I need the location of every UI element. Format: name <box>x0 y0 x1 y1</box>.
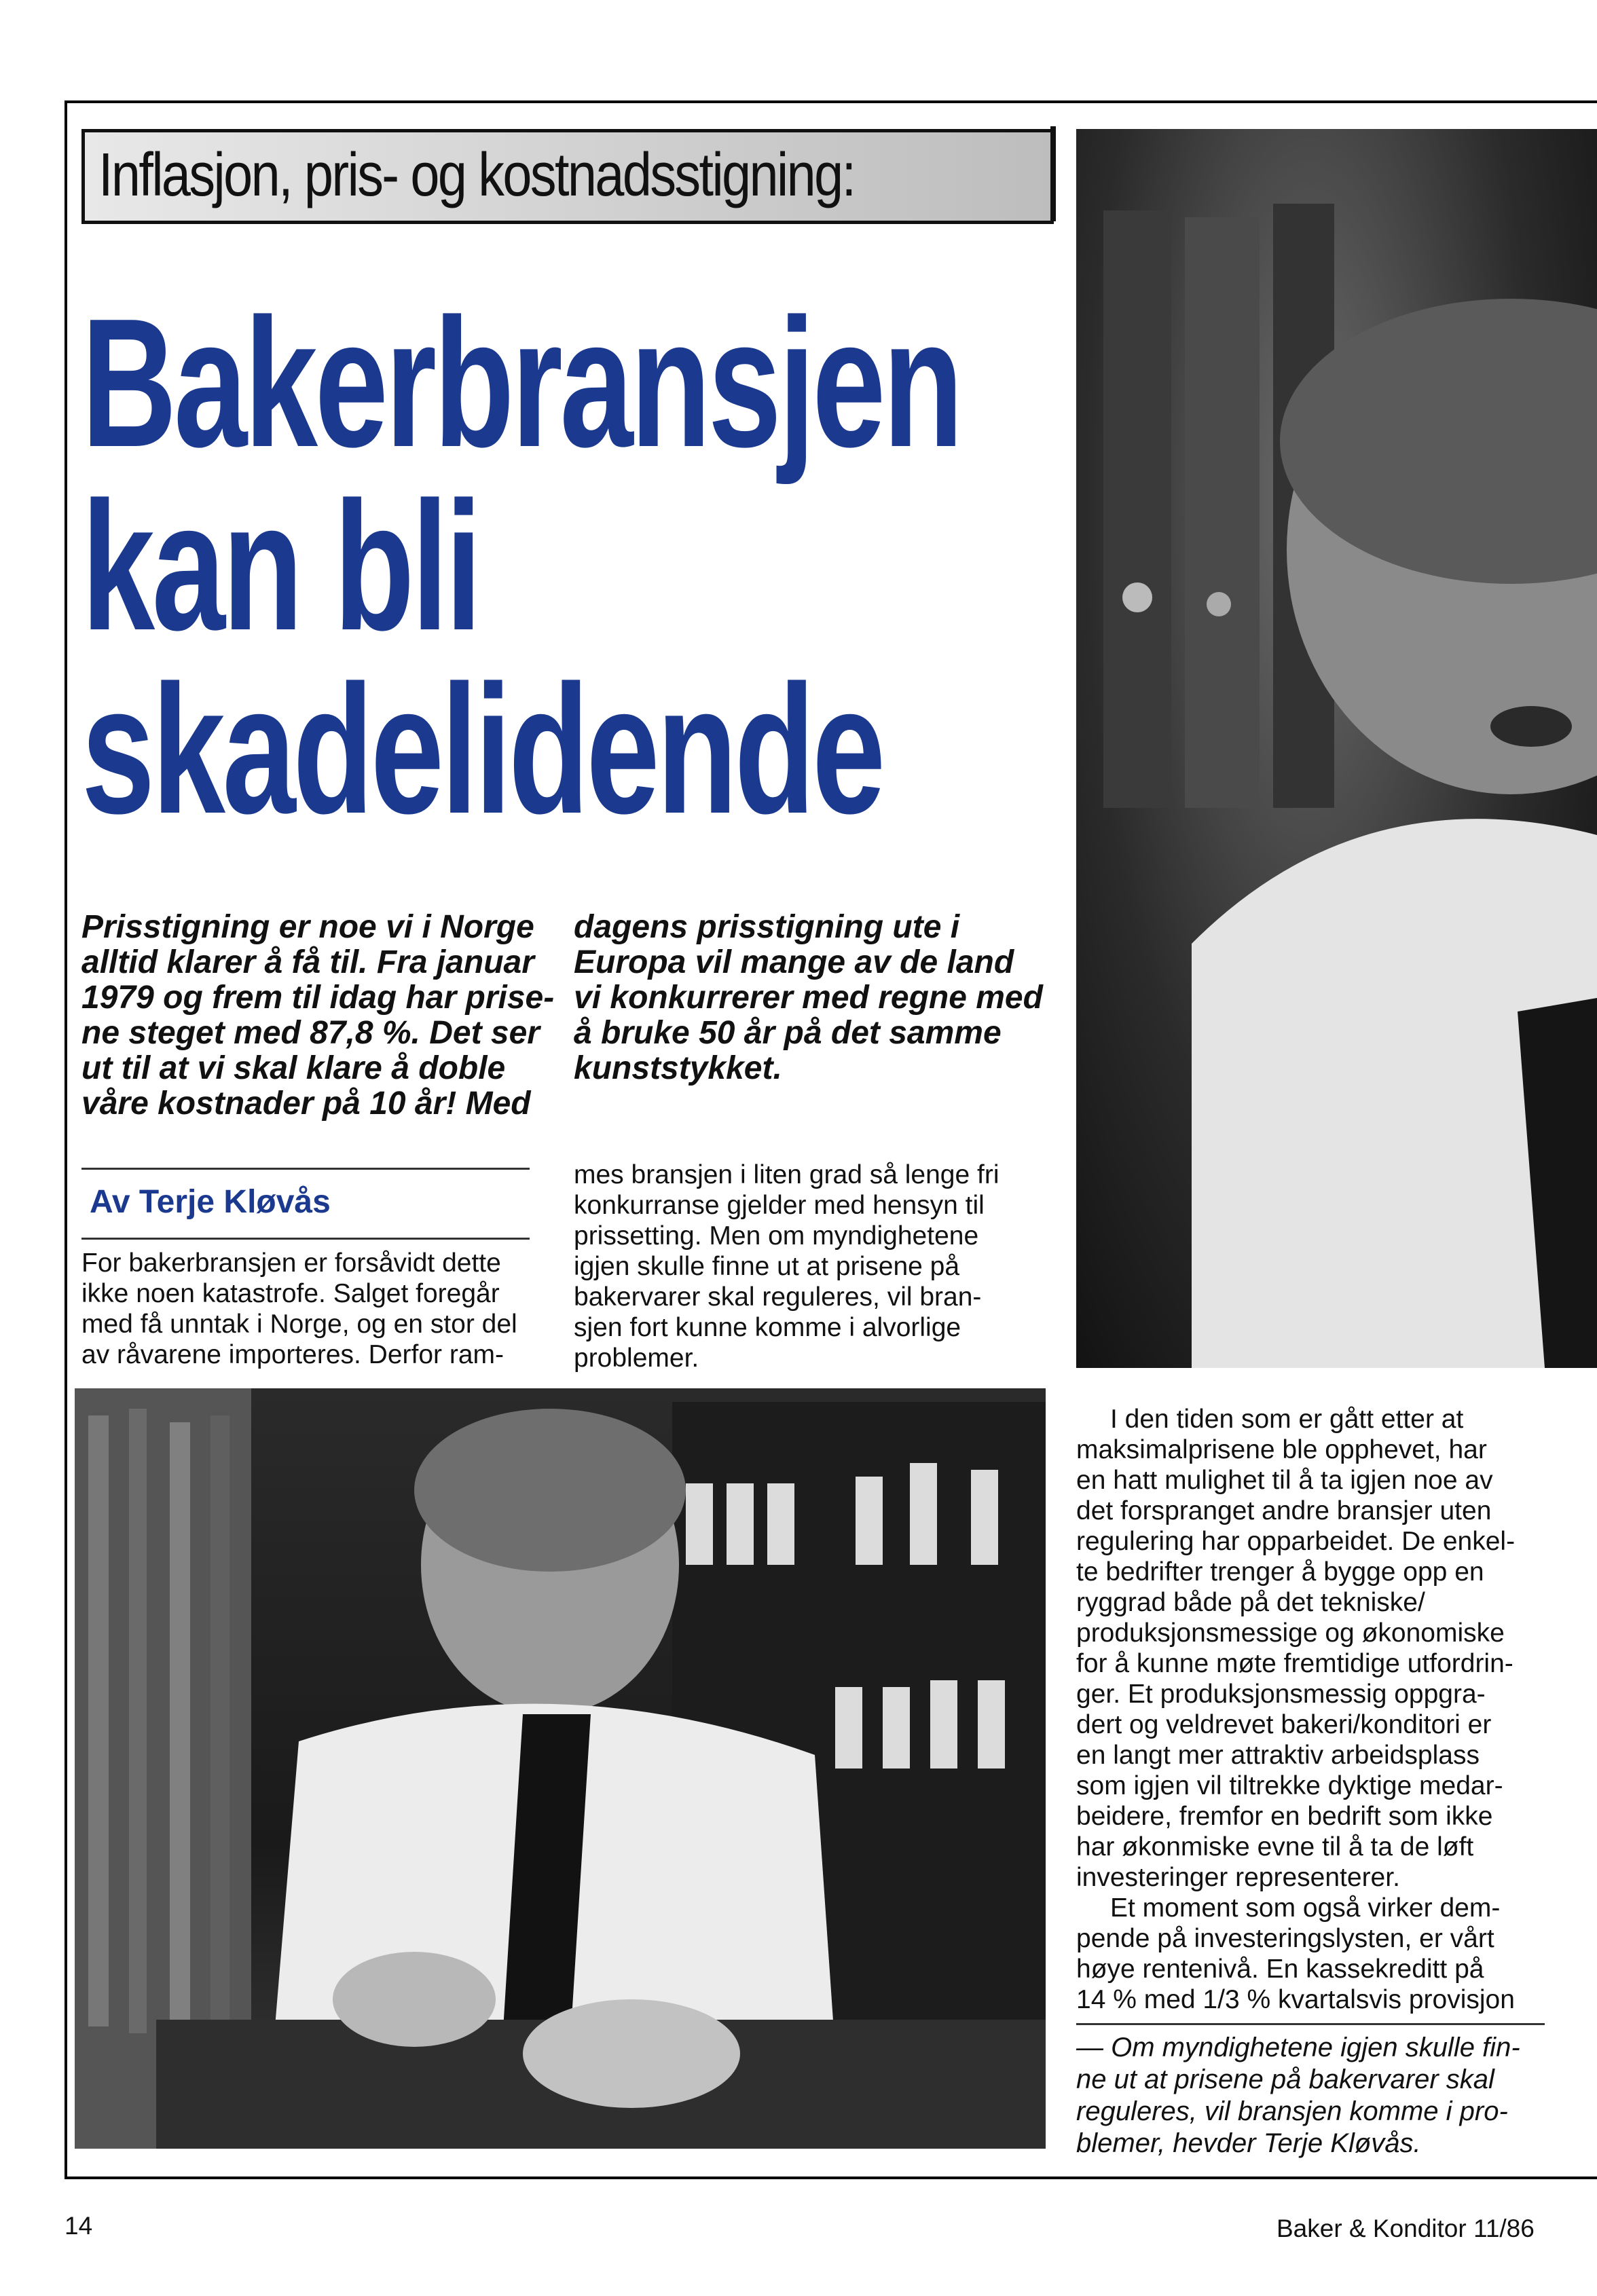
caption-line: blemer, hevder Terje Kløvås. <box>1076 2128 1421 2158</box>
body-column-3 <box>1076 1404 1515 2015</box>
body-line: te bedrifter trenger å bygge opp en <box>1076 1557 1484 1587</box>
body-line: ryggrad både på det tekniske/ <box>1076 1588 1425 1617</box>
body-line: maksimalprisene ble opphevet, har <box>1076 1435 1487 1464</box>
bottom-rule <box>65 2177 1597 2179</box>
lead-line: Prisstigning er noe vi i Norge <box>81 909 534 945</box>
page-number: 14 <box>65 2212 93 2240</box>
left-rule <box>65 100 67 2178</box>
lead-line: Europa vil mange av de land <box>574 944 1014 980</box>
kicker-title: Inflasjon, pris- og kostnadsstigning: <box>98 141 855 209</box>
body-line: prissetting. Men om myndighetene <box>574 1221 979 1251</box>
byline: Av Terje Kløvås <box>90 1184 331 1220</box>
kicker-box <box>81 129 1054 224</box>
photo-caption <box>1076 2032 1520 2160</box>
lead-column-1 <box>81 910 554 1122</box>
body-line: en langt mer attraktiv arbeidsplass <box>1076 1741 1480 1770</box>
body-line: en hatt mulighet til å ta igjen noe av <box>1076 1466 1493 1495</box>
photo-portrait-closeup <box>1076 129 1597 1368</box>
lead-line: vi konkurrerer med regne med <box>574 980 1043 1016</box>
lead-line: dagens prisstigning ute i <box>574 909 960 945</box>
body-line: beidere, fremfor en bedrift som ikke <box>1076 1802 1493 1831</box>
lead-line: kunststykket. <box>574 1050 782 1086</box>
lead-line: alltid klarer å få til. Fra januar <box>81 944 534 980</box>
caption-line: ne ut at prisene på bakervarer skal <box>1076 2064 1494 2094</box>
publication-info: Baker & Konditor 11/86 <box>1277 2215 1535 2242</box>
body-line: ger. Et produksjonsmessig oppgra- <box>1076 1680 1486 1709</box>
body-line: høye rentenivå. En kassekreditt på <box>1076 1955 1484 1984</box>
body-line: av råvarene importeres. Derfor ram- <box>81 1340 504 1369</box>
headline-line-1: Bakerbransjen <box>81 281 961 485</box>
body-line: Et moment som også virker dem- <box>1110 1893 1501 1923</box>
body-line: regulering har opparbeidet. De enkel- <box>1076 1527 1516 1556</box>
lead-line: ne steget med 87,8 %. Det ser <box>81 1015 540 1051</box>
body-line: produksjonsmessige og økonomiske <box>1076 1618 1505 1648</box>
body-line: dert og veldrevet bakeri/konditori er <box>1076 1710 1492 1739</box>
photo-terje-klovas-at-desk <box>75 1388 1046 2149</box>
body-line: med få unntak i Norge, og en stor del <box>81 1310 517 1339</box>
body-line: har økonmiske evne til å ta de løft <box>1076 1832 1474 1862</box>
body-line: 14 % med 1/3 % kvartalsvis provisjon <box>1076 1985 1515 2014</box>
headline-line-2: kan bli <box>81 464 479 669</box>
body-line: pende på investeringslysten, er vårt <box>1076 1924 1494 1953</box>
body-line: sjen fort kunne komme i alvorlige <box>574 1313 961 1342</box>
photo-terje-klovas-at-desk-art <box>75 1388 1046 2149</box>
body-column-2 <box>574 1160 999 1373</box>
byline-box <box>81 1168 530 1240</box>
body-line: mes bransjen i liten grad så lenge fri <box>574 1160 999 1189</box>
body-line: investeringer representerer. <box>1076 1863 1400 1892</box>
body-line: I den tiden som er gått etter at <box>1110 1405 1464 1434</box>
lead-line: 1979 og frem til idag har prise- <box>81 980 555 1016</box>
body-line: ikke noen katastrofe. Salget foregår <box>81 1279 500 1308</box>
lead-column-2 <box>574 910 1043 1086</box>
body-line: problemer. <box>574 1344 699 1373</box>
body-line: For bakerbransjen er forsåvidt dette <box>81 1248 501 1278</box>
body-line: igjen skulle finne ut at prisene på <box>574 1252 960 1281</box>
body-line: det forspranget andre bransjer uten <box>1076 1496 1492 1525</box>
photo-portrait-closeup-art <box>1076 129 1597 1368</box>
lead-line: ut til at vi skal klare å doble <box>81 1050 506 1086</box>
body-column-1 <box>81 1248 517 1370</box>
caption-line: reguleres, vil bransjen komme i pro- <box>1076 2096 1508 2126</box>
top-rule <box>65 100 1597 103</box>
headline <box>81 281 1073 852</box>
body-line: bakervarer skal reguleres, vil bran- <box>574 1282 982 1312</box>
kicker-box-edge <box>1050 126 1056 221</box>
caption-rule <box>1076 2023 1545 2025</box>
lead-line: å bruke 50 år på det samme <box>574 1015 1002 1051</box>
lead-line: våre kostnader på 10 år! Med <box>81 1086 531 1122</box>
headline-line-3: skadelidende <box>81 648 883 852</box>
body-line: som igjen vil tiltrekke dyktige medar- <box>1076 1771 1503 1800</box>
caption-line: — Om myndighetene igjen skulle fin- <box>1076 2033 1520 2062</box>
body-line: konkurranse gjelder med hensyn til <box>574 1191 985 1220</box>
body-line: for å kunne møte fremtidige utfordrin- <box>1076 1649 1513 1678</box>
